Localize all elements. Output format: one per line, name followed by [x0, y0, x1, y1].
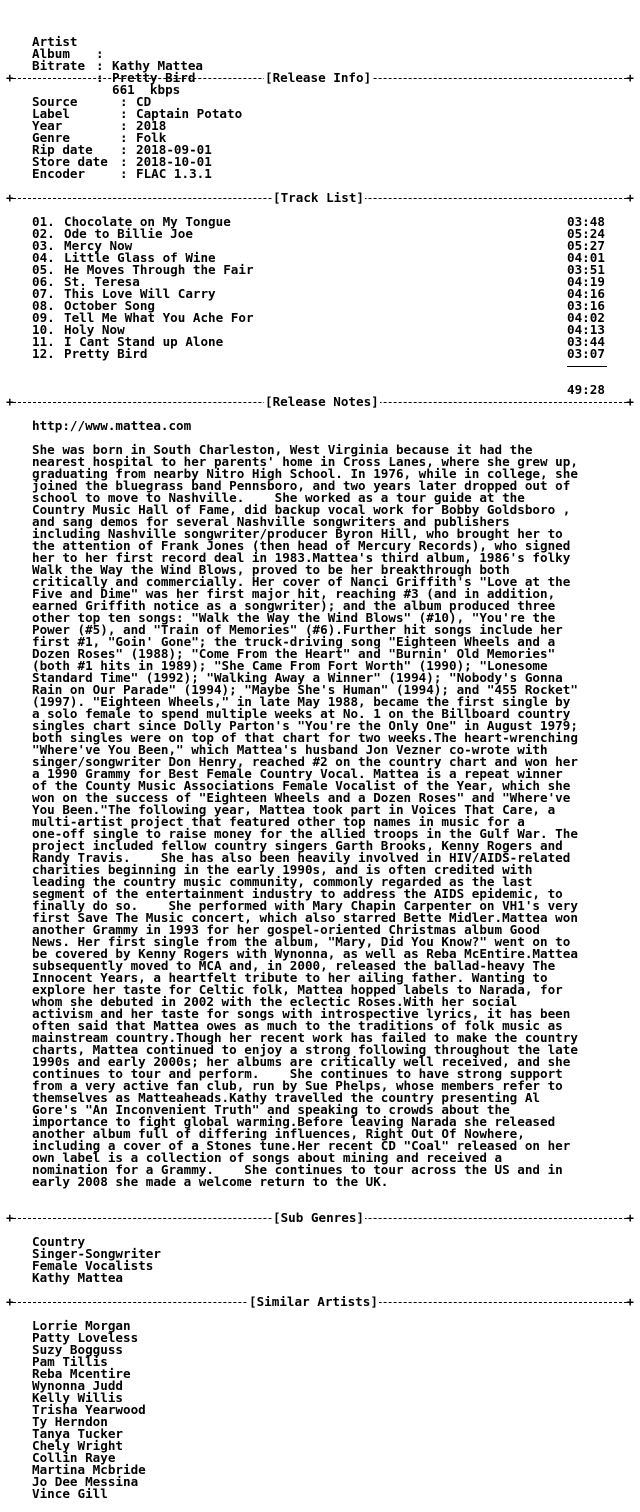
similar-artists-heading: [Similar Artists] — [249, 1296, 378, 1308]
release-info-value: 2018-09-01 — [136, 142, 212, 157]
release-info-sep: : — [120, 142, 128, 157]
sub-genres-heading: [Sub Genres] — [273, 1212, 364, 1224]
track-number: 08. — [32, 298, 55, 313]
track-number: 10. — [32, 322, 55, 337]
similar-artist-item: Suzy Bogguss — [32, 1342, 123, 1357]
divider-corner-right: + — [626, 396, 634, 408]
release-info-list — [0, 96, 640, 180]
divider-corner-left: + — [6, 72, 14, 84]
release-info-key: Rip date — [32, 142, 93, 157]
similar-artist-item: Pam Tillis — [32, 1354, 108, 1369]
similar-artist-item: Reba Mcentire — [32, 1366, 131, 1381]
release-info-row — [0, 156, 640, 168]
album-sep: : — [96, 58, 104, 73]
track-title: October Song — [64, 298, 155, 313]
track-number: 05. — [32, 262, 55, 277]
release-info-sep: : — [120, 166, 128, 181]
release-info-row — [0, 120, 640, 132]
release-info-sep: : — [120, 106, 128, 121]
track-duration: 03:48 — [567, 214, 605, 229]
release-info-key: Genre — [32, 130, 70, 145]
track-title: Tell Me What You Ache For — [64, 310, 254, 325]
track-row — [0, 348, 640, 360]
release-info-row — [0, 108, 640, 120]
total-rule — [567, 366, 607, 367]
release-info-value: 2018-10-01 — [136, 154, 212, 169]
bitrate-key: Bitrate — [32, 58, 86, 73]
release-notes-divider — [0, 396, 640, 408]
total-row — [0, 372, 640, 397]
artist-key: Artist — [32, 34, 78, 49]
divider-corner-right: + — [626, 72, 634, 84]
sub-genre-item: Kathy Mattea — [32, 1270, 123, 1285]
bitrate-value: 661 kbps — [112, 82, 181, 97]
sub-genre-item: Singer-Songwriter — [32, 1246, 161, 1261]
similar-artist-item: Collin Raye — [32, 1450, 116, 1465]
release-info-value: Folk — [136, 130, 167, 145]
release-info-sep: : — [120, 154, 128, 169]
release-info-value: 2018 — [136, 118, 167, 133]
divider-corner-right: + — [626, 1212, 634, 1224]
track-number: 07. — [32, 286, 55, 301]
similar-artist-item: Ty Herndon — [32, 1414, 108, 1429]
similar-artists-list — [32, 1320, 146, 1500]
bitrate-sep: : — [96, 70, 104, 85]
track-title: He Moves Through the Fair — [64, 262, 254, 277]
track-duration: 04:19 — [567, 274, 605, 289]
track-title: St. Teresa — [64, 274, 140, 289]
sub-genres-list — [32, 1236, 161, 1284]
track-duration: 03:44 — [567, 334, 605, 349]
track-duration: 03:07 — [567, 346, 605, 361]
divider-corner-right: + — [626, 192, 634, 204]
release-info-key: Year — [32, 118, 63, 133]
similar-artist-item: Patty Loveless — [32, 1330, 139, 1345]
track-number: 03. — [32, 238, 55, 253]
track-duration: 03:16 — [567, 298, 605, 313]
similar-artists-divider — [0, 1296, 640, 1308]
release-notes-text: She was born in South Charleston, West Virginia because it had the nearest hospital to her parents' home in Cross Lanes, where she grew up, graduating from nearby Nitro High School. In 1976, while in college, she joined the bluegrass band Pennsboro, and two years later dropped out of school to move to Nashville. She worked as a tour guide at the Country Music Hall of Fame, did backup vocal work for Bobby Goldsboro , and sang demos for several Nashville songwriters and publishers including Nashville songwriter/producer Byron Hill, who brought her to the attention of Frank Jones (then head of Mercury Records), who signed her to her first record deal in 1983.Mattea's third album, 1986's folky Walk the Way the Wind Blows, proved to be her breakthrough both critically and commercially. Her cover of Nanci Griffith's "Love at the Five and Dime" was her first major hit, reaching #3 (and in addition, earned Griffith notice as a songwriter); and the album produced three other top ten songs: "Walk the Way the Wind Blows" (#10), "You're the Power (#5), and "Train of Memories" (#6).Further hit songs include her first #1, "Goin' Gone"; the truck-driving song "Eighteen Wheels and a Dozen Roses" (1988); "Come From the Heart" and "Burnin' Old Memories" (both #1 hits in 1989); "She Came From Fort Worth" (1990); "Lonesome Standard Time" (1992); "Walking Away a Winner" (1994); "Nobody's Gonna Rain on Our Parade" (1994); "Maybe She's Human" (1994); and "455 Rocket" (1997). "Eighteen Wheels," in late May 1988, became the first single by a solo female to spend multiple weeks at No. 1 on the Billboard country singles chart since Dolly Parton's "You're the Only One" in August 1979; both singles were on top of that chart for two weeks.The heart-wrenching "Where've You Been," which Mattea's husband Jon Vezner co-wrote with singer/songwriter Don Henry, reached #2 on the country chart and won her a 1990 Grammy for Best Female Country Vocal. Mattea is a repeat winner of the County Music Associations Female Vocalist of the Year, which she won on the success of "Eighteen Wheels and a Dozen Roses" and "Where've You Been."The following year, Mattea took part in Voices That Care, a multi-artist project that featured other top names in music for a one-off single to raise money for the allied troops in the Gulf War. The project included fellow country singers Garth Brooks, Kenny Rogers and Randy Travis. She has also been heavily involved in HIV/AIDS-related charities beginning in the early 1990s, and is often credited with leading the country music community, commonly regarded as the last segment of the entertainment industry to address the AIDS epidemic, to finally do so. She performed with Mary Chapin Carpenter on VH1's very first Save The Music concert, which also starred Bette Midler.Mattea won another Grammy in 1993 for her gospel-oriented Christmas album Good News. Her first single from the album, "Mary, Did You Know?" went on to be covered by Kenny Rogers with Wynonna, as well as Reba McEntire.Mattea subsequently moved to MCA and, in 2000, released the ballad-heavy The Innocent Years, a heartfelt tribute to her ailing father. Wanting to explore her taste for Celtic folk, Mattea hopped labels to Narada, for whom she debuted in 2002 with the eclectic Roses.With her social activism and her taste for songs with introspective lyrics, it has been often said that Mattea owes as much to the traditions of folk music as mainstream country.Though her recent work has failed to make the country charts, Mattea continued to enjoy a strong following throughout the late 1990s and early 2000s; her albums are critically well received, and she continues to tour and perform. She continues to have strong support from a very active fan club, run by Sue Phelps, whose members refer to themselves as Matteaheads.Kathy travelled the country presenting Al Gore's "An Inconvenient Truth" and speaking to crowds about the importance to fight global warming.Before leaving Narada she released another album full of differing influences, Right Out Of Nowhere, including a cover of a Stones tune.Her recent CD "Coal" released on her own label is a collection of songs about mining and received a nomination for a Grammy. She continues to tour across the US and in early 2008 she made a welcome return to the UK. — [32, 442, 578, 1189]
total-rule-row — [0, 360, 640, 372]
release-info-divider — [0, 72, 640, 84]
track-duration: 05:27 — [567, 238, 605, 253]
divider-corner-right: + — [626, 1296, 634, 1308]
release-info-heading: [Release Info] — [265, 72, 372, 84]
track-title: Ode to Billie Joe — [64, 226, 193, 241]
release-info-value: Captain Potato — [136, 106, 243, 121]
track-duration: 04:13 — [567, 322, 605, 337]
track-title: This Love Will Carry — [64, 286, 216, 301]
track-number: 11. — [32, 334, 55, 349]
release-info-row — [0, 168, 640, 180]
release-info-row — [0, 96, 640, 108]
track-number: 04. — [32, 250, 55, 265]
track-duration: 03:51 — [567, 262, 605, 277]
album-value: Pretty Bird — [112, 70, 196, 85]
release-info-key: Store date — [32, 154, 108, 169]
release-info-value: FLAC 1.3.1 — [136, 166, 212, 181]
similar-artist-item: Martina Mcbride — [32, 1462, 146, 1477]
sub-genres-divider — [0, 1212, 640, 1224]
release-notes-heading: [Release Notes] — [265, 396, 379, 408]
divider-corner-left: + — [6, 192, 14, 204]
track-number: 09. — [32, 310, 55, 325]
track-number: 01. — [32, 214, 55, 229]
sub-genre-item: Country — [32, 1234, 86, 1249]
track-duration: 04:02 — [567, 310, 605, 325]
sub-genre-item: Female Vocalists — [32, 1258, 154, 1273]
release-info-sep: : — [120, 94, 128, 109]
track-title: Chocolate on My Tongue — [64, 214, 231, 229]
release-info-row — [0, 132, 640, 144]
track-number: 12. — [32, 346, 55, 361]
similar-artist-item: Lorrie Morgan — [32, 1318, 131, 1333]
release-info-key: Label — [32, 106, 70, 121]
release-info-value: CD — [136, 94, 152, 109]
track-list — [0, 216, 640, 360]
total-time: 49:28 — [567, 382, 605, 397]
similar-artist-item: Trisha Yearwood — [32, 1402, 146, 1417]
track-title: Mercy Now — [64, 238, 133, 253]
release-info-sep: : — [120, 118, 128, 133]
track-number: 06. — [32, 274, 55, 289]
similar-artist-item: Kelly Willis — [32, 1390, 123, 1405]
similar-artist-item: Vince Gill — [32, 1486, 108, 1501]
divider-corner-left: + — [6, 1212, 14, 1224]
similar-artist-item: Jo Dee Messina — [32, 1474, 139, 1489]
track-number: 02. — [32, 226, 55, 241]
track-title: Holy Now — [64, 322, 125, 337]
artist-website-link[interactable]: http://www.mattea.com — [32, 418, 192, 433]
similar-artist-item: Wynonna Judd — [32, 1378, 123, 1393]
track-title: I Cant Stand up Alone — [64, 334, 224, 349]
track-duration: 04:01 — [567, 250, 605, 265]
track-duration: 04:16 — [567, 286, 605, 301]
similar-artist-item: Tanya Tucker — [32, 1426, 123, 1441]
track-list-heading: [Track List] — [273, 192, 364, 204]
artist-value: Kathy Mattea — [112, 58, 203, 73]
release-info-key: Source — [32, 94, 78, 109]
artist-sep: : — [96, 46, 104, 61]
release-info-key: Encoder — [32, 166, 86, 181]
divider-corner-left: + — [6, 396, 14, 408]
track-duration: 05:24 — [567, 226, 605, 241]
divider-corner-left: + — [6, 1296, 14, 1308]
track-title: Pretty Bird — [64, 346, 148, 361]
track-title: Little Glass of Wine — [64, 250, 216, 265]
release-info-sep: : — [120, 130, 128, 145]
similar-artist-item: Chely Wright — [32, 1438, 123, 1453]
track-list-divider — [0, 192, 640, 204]
album-key: Album — [32, 46, 70, 61]
